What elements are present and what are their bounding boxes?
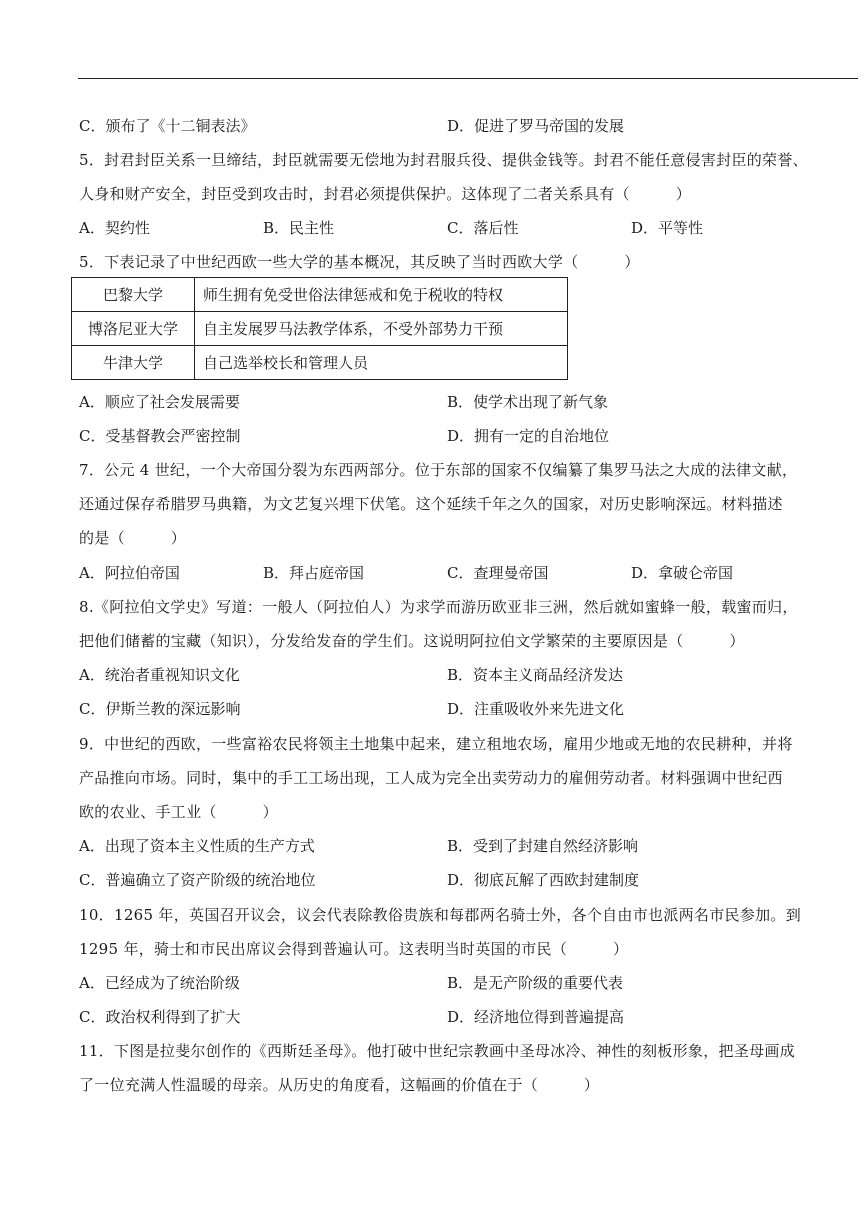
table-row xyxy=(72,346,568,380)
q10-option-b: B．是无产阶级的重要代表 xyxy=(447,974,624,992)
q4-option-d: D．促进了罗马帝国的发展 xyxy=(447,117,625,135)
table-cell-university: 巴黎大学 xyxy=(72,278,195,312)
q7-option-c: C．查理曼帝国 xyxy=(447,564,549,582)
q7-option-a: A．阿拉伯帝国 xyxy=(79,564,180,582)
table-cell-university: 博洛尼亚大学 xyxy=(72,312,195,346)
table-cell-description: 自己选举校长和管理人员 xyxy=(195,346,568,380)
q8-option-a: A．统治者重视知识文化 xyxy=(79,666,240,684)
q9-option-b: B．受到了封建自然经济影响 xyxy=(447,837,639,855)
table-row xyxy=(72,278,568,312)
q5-option-d: D．平等性 xyxy=(631,219,704,237)
q5-option-a: A．契约性 xyxy=(79,219,150,237)
q11-stem-line1: 11．下图是拉斐尔创作的《西斯廷圣母》。他打破中世纪宗教画中圣母冰冷、神性的刻板形象，把圣母画成 xyxy=(79,1042,795,1060)
q7-stem-line3: 的是（ ） xyxy=(79,529,187,547)
q6-option-c: C．受基督教会严密控制 xyxy=(79,427,241,445)
q9-stem-line3: 欧的农业、手工业（ ） xyxy=(79,803,278,821)
q8-stem-line1: 8.《阿拉伯文学史》写道：一般人（阿拉伯人）为求学而游历欧亚非三洲，然后就如蜜蜂一般，载蜜而归， xyxy=(79,598,798,616)
header-rule xyxy=(78,78,858,79)
q8-option-c: C．伊斯兰教的深远影响 xyxy=(79,700,241,718)
q5-option-c: C．落后性 xyxy=(447,219,519,237)
q9-option-c: C．普遍确立了资产阶级的统治地位 xyxy=(79,871,316,889)
table-cell-university: 牛津大学 xyxy=(72,346,195,380)
table-row xyxy=(72,312,568,346)
q7-option-b: B．拜占庭帝国 xyxy=(263,564,365,582)
q7-stem-line1: 7．公元 4 世纪，一个大帝国分裂为东西两部分。位于东部的国家不仅编纂了集罗马法之大成的法律文献， xyxy=(79,461,798,479)
table-cell-description: 师生拥有免受世俗法律惩戒和免于税收的特权 xyxy=(195,278,568,312)
q7-option-d: D．拿破仑帝国 xyxy=(631,564,734,582)
q9-stem-line2: 产品推向市场。同时，集中的手工工场出现，工人成为完全出卖劳动力的雇佣劳动者。材料强调中世纪西 xyxy=(79,769,783,787)
q6-option-b: B．使学术出现了新气象 xyxy=(447,393,609,411)
q10-option-a: A．已经成为了统治阶级 xyxy=(79,974,240,992)
q9-stem-line1: 9．中世纪的西欧，一些富裕农民将领主土地集中起来，建立租地农场，雇用少地或无地的农民耕种，并将 xyxy=(79,735,793,753)
q6-option-a: A．顺应了社会发展需要 xyxy=(79,393,240,411)
q5-stem-line1: 5．封君封臣关系一旦缔结，封臣就需要无偿地为封君服兵役、提供金钱等。封君不能任意侵害封臣的荣誉、 xyxy=(79,151,808,169)
q8-option-d: D．注重吸收外来先进文化 xyxy=(447,700,625,718)
q9-option-a: A．出现了资本主义性质的生产方式 xyxy=(79,837,315,855)
q10-stem-line2: 1295 年，骑士和市民出席议会得到普遍认可。这表明当时英国的市民（ ） xyxy=(79,940,629,958)
q9-option-d: D．彻底瓦解了西欧封建制度 xyxy=(447,871,640,889)
university-table xyxy=(71,277,568,380)
q6-stem-line1: 5．下表记录了中世纪西欧一些大学的基本概况，其反映了当时西欧大学（ ） xyxy=(79,253,640,271)
q8-stem-line2: 把他们储蓄的宝藏（知识），分发给发奋的学生们。这说明阿拉伯文学繁荣的主要原因是（ ） xyxy=(79,632,745,650)
q8-option-b: B．资本主义商品经济发达 xyxy=(447,666,624,684)
q11-stem-line2: 了一位充满人性温暖的母亲。从历史的角度看，这幅画的价值在于（ ） xyxy=(79,1076,600,1094)
q5-option-b: B．民主性 xyxy=(263,219,335,237)
table-cell-description: 自主发展罗马法教学体系，不受外部势力干预 xyxy=(195,312,568,346)
q6-option-d: D．拥有一定的自治地位 xyxy=(447,427,610,445)
q10-option-d: D．经济地位得到普遍提高 xyxy=(447,1008,625,1026)
q7-stem-line2: 还通过保存希腊罗马典籍，为文艺复兴埋下伏笔。这个延续千年之久的国家，对历史影响深远。材料描述 xyxy=(79,495,783,513)
q4-option-c: C．颁布了《十二铜表法》 xyxy=(79,117,256,135)
q5-stem-line2: 人身和财产安全，封臣受到攻击时，封君必须提供保护。这体现了二者关系具有（ ） xyxy=(79,185,692,203)
q10-stem-line1: 10．1265 年，英国召开议会，议会代表除教俗贵族和每郡两名骑士外，各个自由市也派两名市民参加。到 xyxy=(79,906,802,924)
q10-option-c: C．政治权利得到了扩大 xyxy=(79,1008,241,1026)
